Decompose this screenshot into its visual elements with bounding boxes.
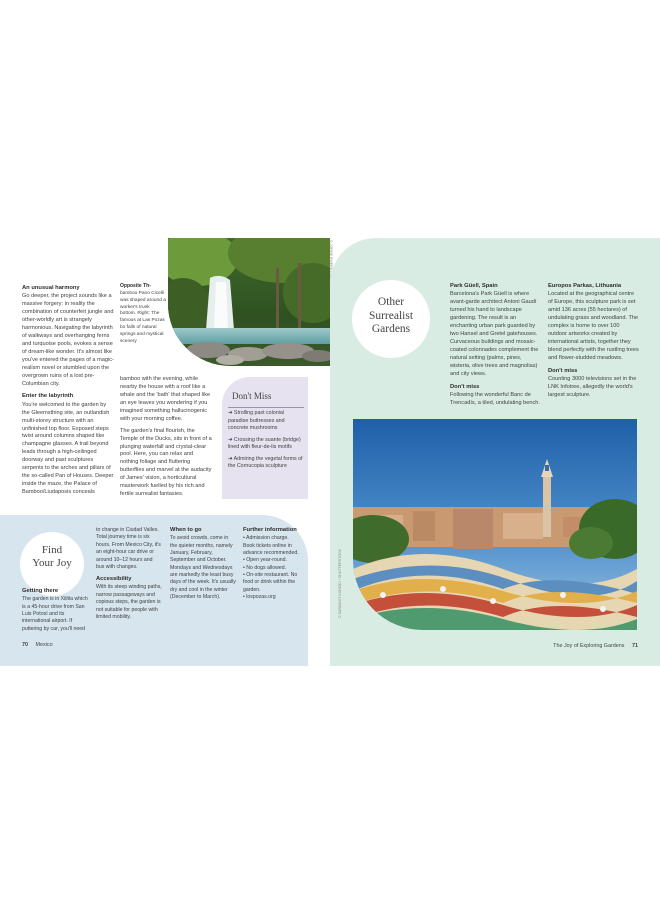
further-info-item: • lospozas.org: [243, 594, 276, 601]
other-gardens-title-3: Gardens: [371, 323, 411, 336]
dont-miss-box: [222, 377, 308, 499]
park-guell-illustration: [353, 419, 637, 630]
further-info-column: [243, 526, 301, 602]
page-number-right: 71: [632, 643, 638, 649]
dont-miss-list: [228, 410, 304, 475]
photo-caption: [120, 283, 166, 345]
arrow-icon: ➜: [228, 455, 234, 462]
find-your-joy-title-1: Find: [41, 544, 63, 556]
heading-getting-there: Getting there: [22, 588, 59, 594]
further-info-item: • No dogs allowed.: [243, 564, 287, 571]
intro-column: [22, 284, 114, 501]
further-info-item: • Open year-round.: [243, 557, 287, 564]
section-name-left: Mexico: [35, 642, 53, 648]
when-to-go-text: To avoid crowds, come in the quieter months, namely January, February, September and October. Mondays and Wednesdays are markedly the least busy days of the week. It's usually dry and cool in the winter (December to March).: [170, 535, 236, 601]
dont-miss-item: ➜ Strolling past colonial paradise buttresses and concrete mushrooms: [228, 410, 285, 432]
caption-title: Opposite Th-: [120, 283, 151, 289]
middle-text-1: bamboo with the evening, while nearby the house with a roof like a whale and the 'bath' that shaped like an eye leaves you wondering if you imagined something hallucinogenic with your morning coffee.: [120, 376, 211, 422]
further-info-item: • Admission charge. Book tickets online in advance recommended.: [243, 535, 299, 556]
waterfall-photo: [168, 238, 330, 366]
other-gardens-circle: [352, 280, 430, 358]
page-number-left: 70: [22, 642, 28, 648]
right-page-panel: [330, 238, 660, 666]
left-footer: [22, 642, 53, 648]
labyrinth-text: You're welcomed to the garden by the Gleemsthing site, an outlandish multi-storey structure with an unfinished top floor. Exposed steps twist around columns shaped like champagne glasses. A trail beyond leads through a high-ceilinged doorway and past sculptures serpents to the arches and pillars of the so-called Pan of Houses. Deeper inside the maze, the Palace of Bamboo/Liudaposis conceals: [22, 401, 114, 495]
dont-miss-europos-text: Counting 3000 televisions set in the LNK Infotree, allegedly the world's largest sculpture.: [548, 375, 637, 398]
other-gardens-title-2: Surrealist: [368, 309, 414, 322]
heading-when-to-go: When to go: [170, 527, 202, 533]
photo-credit-right: © SARAWUT KUNDEJ / SHUTTERSTOCK: [338, 548, 342, 618]
middle-text-2: The garden's final flourish, the Temple of the Ducks, sits in front of a plunging waterfall and crystal-clear pool. Here, you can relax and nothing foliage and fluttering butterflies and marvel at the audacity of James' vision, a horticultural masterwork fuelled by his rich and fertile surrealist fantasies.: [120, 427, 212, 498]
heading-further-info: Further information: [243, 527, 297, 533]
accessibility-text: With its steep winding paths, narrow passageways and copious steps, the garden is not suitable for people with limited mobility.: [96, 584, 162, 620]
getting-there-column: [22, 587, 88, 637]
further-info-item: • On-site restaurant. No food or drink within the garden.: [243, 572, 298, 593]
heading-europos-parkas: Europos Parkas, Lithuania: [548, 283, 622, 289]
park-guell-text: Barcelona's Park Güell is where avant-garde architect Antoni Gaudí turned his hand to landscape gardening. The result is an enchanting urban park guarded by two Hansel and Gretel gatehouses. Curvaceous buildings and mosaic-coated colonnades complement the natural setting (palms, pines, wisteria, olive trees and magnolias) and city views.: [450, 291, 539, 377]
heading-unusual-harmony: An unusual harmony: [22, 285, 80, 291]
dont-miss-divider: [228, 407, 304, 408]
europos-column: [548, 282, 640, 404]
other-gardens-title-1: Other: [377, 296, 405, 308]
intro-text: Go deeper, the project sounds like a massive forgery: in reality the combination of counterfeit jungle and other-worldly art is strangely harmonious. Navigating the labyrinth of walkways and overhanging ferns and turquoise pools, evokes a sense of dream-like wonder. It's almost like you've entered the pages of a magic-realism novel or stumbled upon the overgrown ruins of a lost pre-Columbian city.: [22, 293, 114, 387]
caption-text: bamboo Pano Cicelli was shaped around a worker's trunk bottom. Right: The famous at Las Pozas bo falls of natural springs and mystical scenery: [120, 291, 166, 344]
find-your-joy-title-2: Your Joy: [32, 557, 72, 570]
right-footer: [553, 643, 638, 649]
waterfall-illustration: [168, 238, 330, 366]
heading-dont-miss-guell: Don't miss: [450, 383, 480, 390]
dont-miss-item: ➜ Crossing the suante (bridge) lined with fleur-de-lis motifs: [228, 436, 301, 451]
find-your-joy-panel: [0, 515, 308, 666]
heading-park-guell: Park Güell, Spain: [450, 283, 498, 289]
dont-miss-guell-text: Following the wonderful Banc de Trencadís, a tiled, undulating bench.: [450, 391, 540, 406]
arrow-icon: ➜: [228, 410, 234, 416]
arrow-icon: ➜: [228, 436, 234, 443]
dont-miss-title: Don't Miss: [232, 391, 272, 401]
when-to-go-column: [170, 526, 236, 606]
heading-accessibility: Accessibility: [96, 576, 132, 583]
heading-dont-miss-europos: Don't miss: [548, 367, 578, 374]
park-guell-photo: [353, 419, 637, 630]
section-name-right: The Joy of Exploring Gardens: [553, 643, 625, 649]
middle-column: [120, 376, 212, 503]
europos-text: Located at the geographical centre of Europe, this sculpture park is set amid 136 acres (55 hectares) of undulating grass and woodland. The complex is home to over 100 outdoor artworks created by international artists, together they blend perfectly with the rustling trees and flower-studded meadows.: [548, 291, 639, 361]
park-guell-column: [450, 282, 542, 412]
getting-there-cont: to change in Ciudad Valles. Total journey time is six hours. From Mexico City, it's an eight-hour car drive or around 10–12 hours and bus with changes.: [96, 527, 161, 570]
dont-miss-item: ➜ Admiring the vegetal forms of the Cornucopia sculpture: [228, 455, 303, 470]
heading-enter-labyrinth: Enter the labyrinth: [22, 393, 74, 400]
getting-there-text: The garden is in Xilitla which is a 45-hour drive from San Luis Potosí and its international airport. If puttering by car, you'll need: [22, 596, 88, 632]
accessibility-column: [96, 527, 162, 625]
